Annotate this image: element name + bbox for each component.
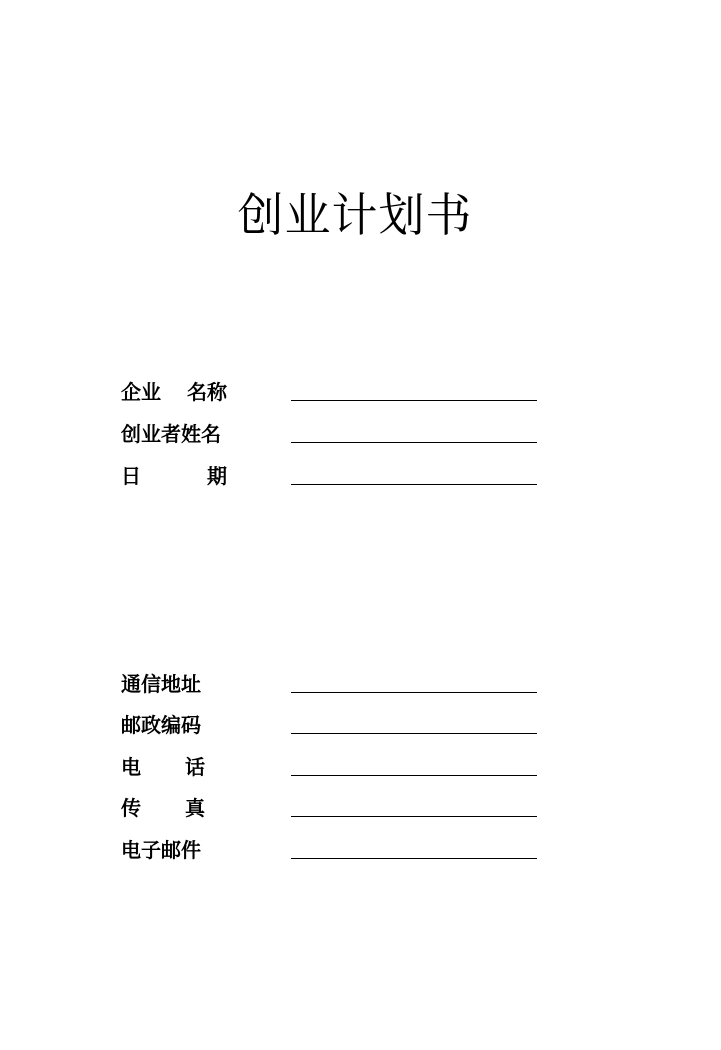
founder-name-row: [121, 420, 541, 448]
email-row: [121, 836, 541, 864]
company-name-row: [121, 378, 541, 406]
fax-label-part2: 真: [185, 796, 205, 820]
date-label-part1: 日: [121, 464, 141, 488]
phone-label-part2: 话: [185, 755, 205, 779]
address-label: 通信地址: [121, 672, 201, 696]
postal-code-field[interactable]: [291, 733, 537, 734]
phone-row: [121, 753, 541, 781]
date-field[interactable]: [291, 484, 537, 485]
address-field[interactable]: [291, 692, 537, 693]
company-name-field[interactable]: [291, 400, 537, 401]
fax-row: [121, 794, 541, 822]
fax-label-part1: 传: [121, 796, 141, 820]
company-name-label-part1: 企业: [121, 380, 161, 404]
email-field[interactable]: [291, 858, 537, 859]
founder-name-field[interactable]: [291, 442, 537, 443]
date-label-part2: 期: [207, 464, 227, 488]
founder-name-label: 创业者姓名: [121, 422, 221, 446]
email-label: 电子邮件: [121, 838, 201, 862]
postal-code-label: 邮政编码: [121, 713, 201, 737]
page-title: 创业计划书: [237, 188, 473, 242]
phone-label: [121, 753, 205, 781]
fax-label: [121, 794, 205, 822]
company-name-label: [121, 378, 227, 406]
company-name-label-part2: 名称: [187, 380, 227, 404]
date-label: [121, 462, 227, 490]
phone-field[interactable]: [291, 775, 537, 776]
postal-code-row: [121, 711, 541, 739]
fax-field[interactable]: [291, 816, 537, 817]
phone-label-part1: 电: [121, 755, 141, 779]
date-row: [121, 462, 541, 490]
address-row: [121, 670, 541, 698]
